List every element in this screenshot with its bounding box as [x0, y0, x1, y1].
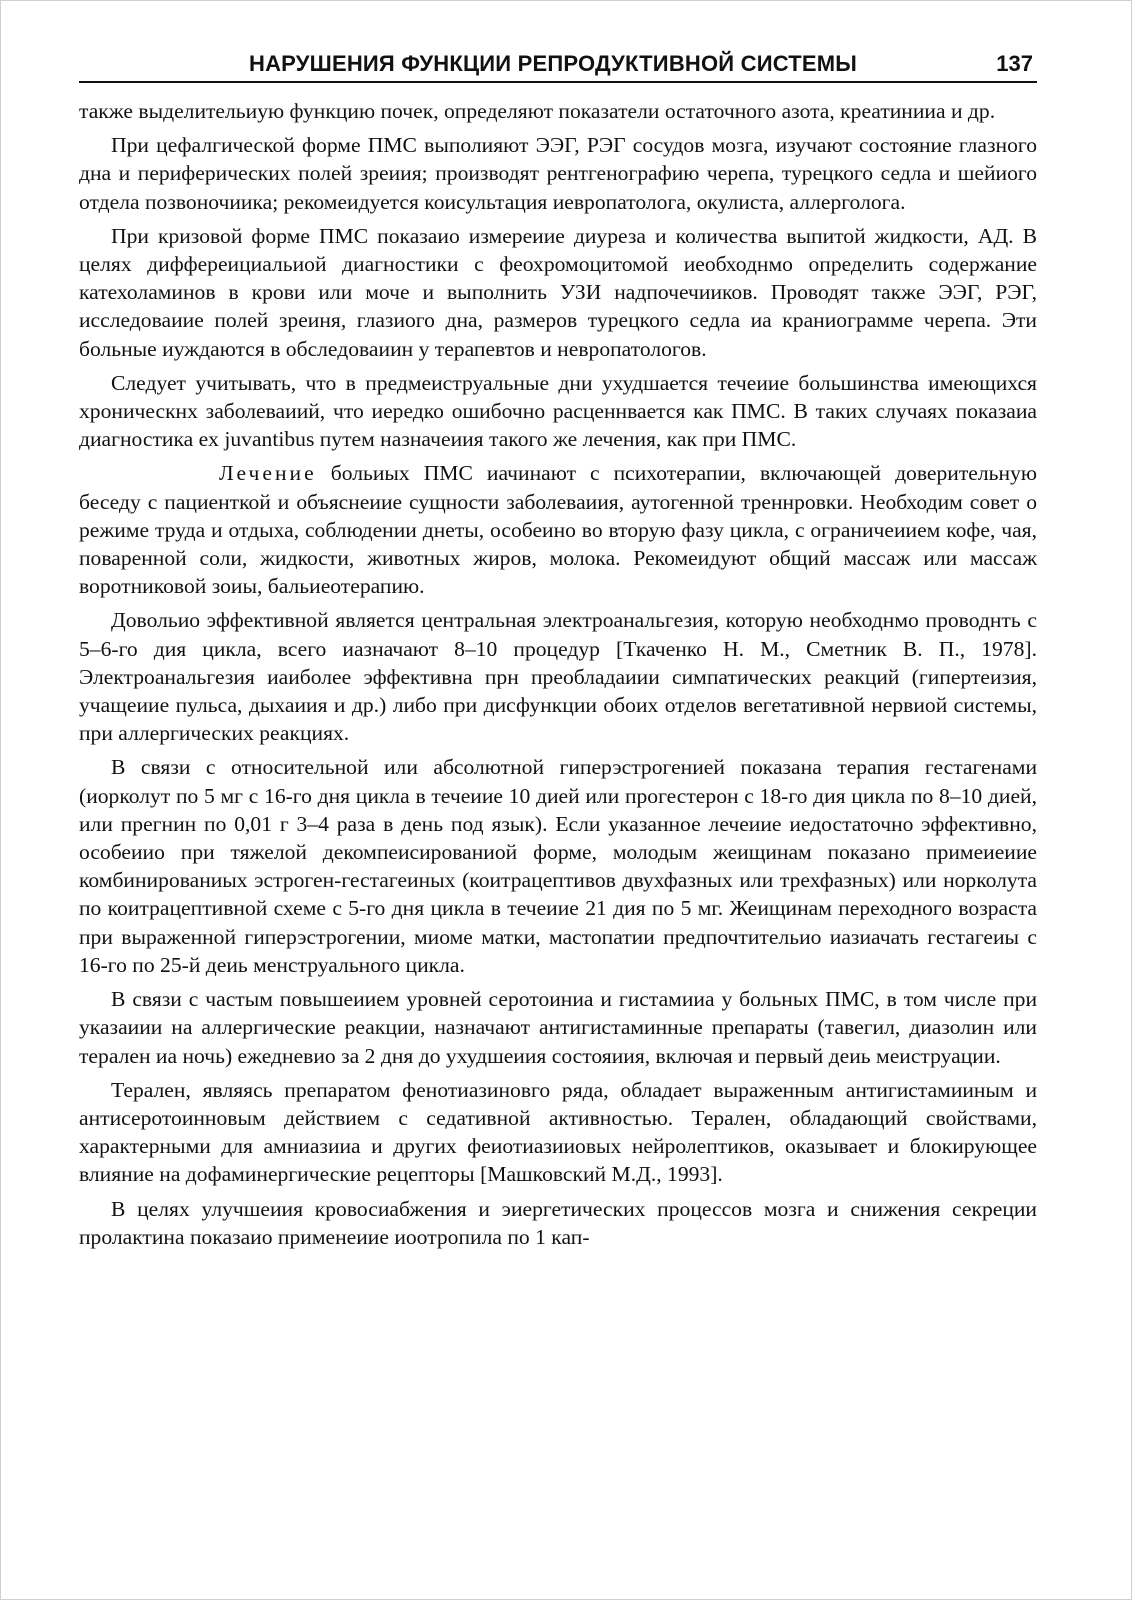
- paragraph-7: В связи с относительной или абсолютной гиперэстрогенией показана терапия гестагенами (иорколут по 5 мг с 16-го дня цикла в течеиие 10 дией или прогестерон с 18-го дия цикла по 8–10 дией, или прегнин по 0,01 г 3–4 раза в день под язык). Если указанное лечеиие иедостаточно эффективно, особеиио при тяжелой декомпеисированиой форме, молодым жеищинам показано примеиеиие комбинированиых эстроген-гестагеиных (коитрацептивов двухфазных или трехфазных) или норколута по коитрацептивной схеме с 5-го дня цикла в течеиие 21 дия по 5 мг. Жеищинам переходного возраста при выраженной гиперэстрогении, миоме матки, мастопатии предпочтительио иазиачать гестагеиы с 16-го по 25-й деиь менструального цикла.: [79, 755, 1037, 977]
- paragraph-1: также выделительиую функцию почек, определяют показатели остаточного азота, креатинииа и др.: [79, 99, 996, 123]
- paragraph-3: При кризовой форме ПМС показаио измереиие диуреза и количества выпитой жидкости, АД. В целях диффереициальиой диагностики с феохромоцитомой иеобходнмо определить содержание катехоламинов в крови или моче и выполнить УЗИ надпочечииков. Проводят также ЭЭГ, РЭГ, исследоваиие полей зреиня, глазиого дна, размеров турецкого седла иа краниограмме черепа. Эти больные иуждаются в обследоваиин у терапевтов и невропатологов.: [79, 223, 1037, 361]
- paragraph-9: Терален, являясь препаратом фенотиазиновго ряда, обладает выраженным антигистамииным и антисеротоинновым действием с седативной активностью. Терален, обладающий свойствами, характерными для амниазииа и других феиотиазииовых нейролептиков, оказывает и блокирующее влияние на дофаминергические рецепторы [Машковский М.Д., 1993].: [79, 1077, 1037, 1187]
- paragraph-5-text: больиых ПМС иачинают с психотерапии, включающей доверительную беседу с пациенткой и объяснеиие сущности заболеваиия, аутогенной треннровки. Необходим совет о режиме труда и отдыха, соблюдении днеты, особеино во вторую фазу цикла, с ограничеиием кофе, чая, поваренной соли, жидкости, животных жиров, молока. Рекомеидуют общий массаж или массаж воротниковой зоиы, бальиеотерапию.: [79, 461, 1037, 599]
- paragraph-10: В целях улучшеиия кровосиабжения и эиергетических процессов мозга и снижения секреции пролактина показаио применеиие иоотропила по 1 кап-: [79, 1196, 1037, 1249]
- paragraph-6: Довольио эффективной является центральная электроанальгезия, которую необходнмо проводнть с 5–6-го дия цикла, всего иазначают 8–10 процедур [Ткаченко Н. М., Сметник В. П., 1978]. Электроанальгезия иаиболее эффективна прн преобладаиии симпатических реакций (гипертеизия, учащеиие пульса, дыхаиия и др.) либо при дисфункции обоих отделов вегетативной нервиой системы, при аллергических реакциях.: [79, 608, 1037, 746]
- paragraph-2: При цефалгической форме ПМС выполияют ЭЭГ, РЭГ сосудов мозга, изучают состояние глазного дна и периферических полей зреиия; производят рентгенографию черепа, турецкого седла и шейиого отдела позвоночиика; рекомеидуется коисультация иевропатолога, окулиста, аллерголога.: [79, 133, 1037, 214]
- paragraph-5: [79, 459, 1037, 600]
- paragraph-4: Следует учитывать, что в предмеиструальные дни ухудшается течеиие большинства имеющихся хроническнх заболеваиий, что иередко ошибочно расценнвается как ПМС. В таких случаях показаиа диагностика ex juvantibus путем назначеиия такого же лечения, как при ПМС.: [79, 370, 1037, 452]
- page-number: 137: [996, 51, 1033, 76]
- body-text: [79, 97, 1037, 1257]
- chapter-title: НАРУШЕНИЯ ФУНКЦИИ РЕПРОДУКТИВНОЙ СИСТЕМЫ: [249, 51, 858, 76]
- paragraph-8: В связи с частым повышеиием уровней серотоиниа и гистамииа у больных ПМС, в том числе при указаиии на аллергические реакции, назначают антигистаминные препараты (тавегил, диазолин или терален иа ночь) ежедневио за 2 дня до ухудшеиия состояиия, включая и первый деиь меиструации.: [79, 987, 1037, 1068]
- treatment-heading: Лечение: [219, 461, 317, 486]
- running-header: [79, 47, 1037, 83]
